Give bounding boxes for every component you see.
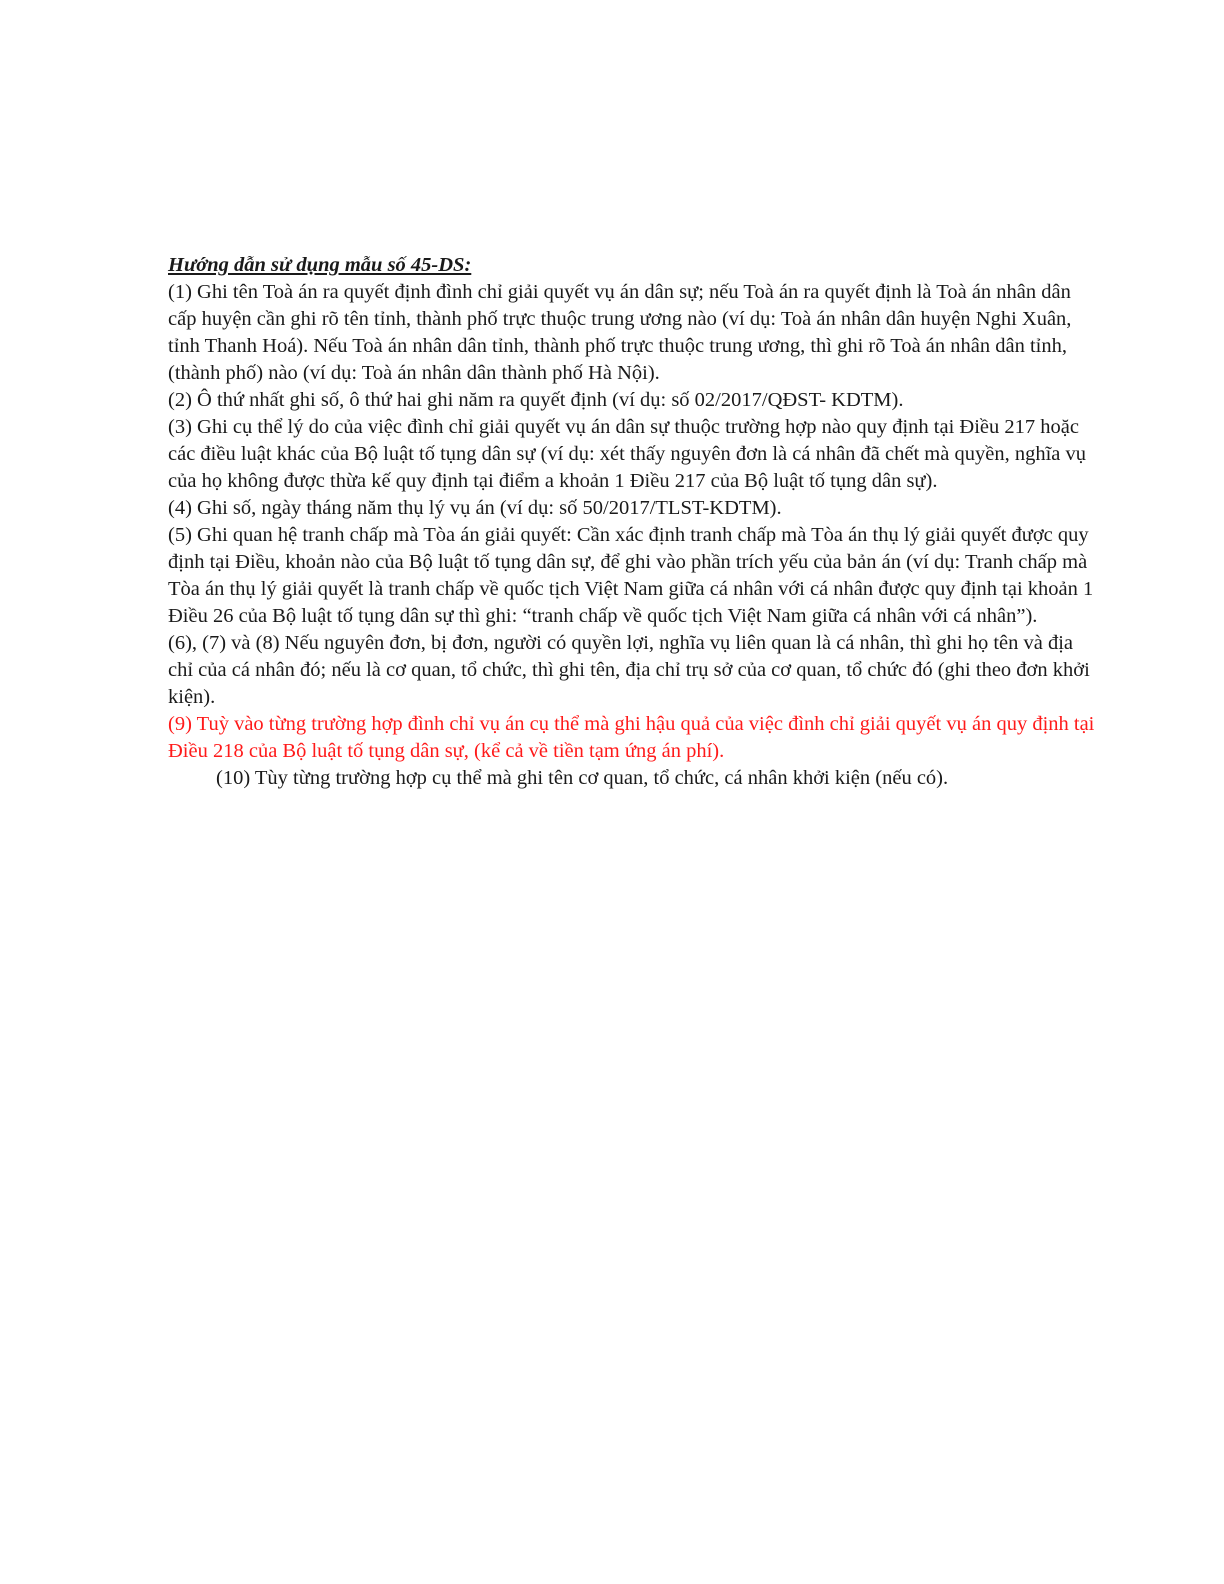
instruction-paragraph-1: (1) Ghi tên Toà án ra quyết định đình chỉ giải quyết vụ án dân sự; nếu Toà án ra quyết định là Toà án nhân dân cấp huyện cần ghi rõ tên tỉnh, thành phố trực thuộc trung ương nào (ví dụ: Toà án nhân dân huyện Nghi Xuân, tỉnh Thanh Hoá). Nếu Toà án nhân dân tỉnh, thành phố trực thuộc trung ương, thì ghi rõ Toà án nhân dân tỉnh, (thành phố) nào (ví dụ: Toà án nhân dân thành phố Hà Nội). <box>168 281 1072 384</box>
instruction-paragraph-2: (2) Ô thứ nhất ghi số, ô thứ hai ghi năm ra quyết định (ví dụ: số 02/2017/QĐST- KDTM). <box>168 389 904 411</box>
instructions-heading: Hướng dẫn sử dụng mẫu số 45-DS: <box>168 254 472 276</box>
instruction-paragraph-4: (4) Ghi số, ngày tháng năm thụ lý vụ án (ví dụ: số 50/2017/TLST-KDTM). <box>168 497 782 519</box>
instruction-paragraph-6-7-8: (6), (7) và (8) Nếu nguyên đơn, bị đơn, người có quyền lợi, nghĩa vụ liên quan là cá nhân, thì ghi họ tên và địa chỉ của cá nhân đó; nếu là cơ quan, tổ chức, thì ghi tên, địa chỉ trụ sở của cơ quan, tổ chức đó (ghi theo đơn khởi kiện). <box>168 632 1090 708</box>
instruction-paragraph-5: (5) Ghi quan hệ tranh chấp mà Tòa án giải quyết: Cần xác định tranh chấp mà Tòa án thụ lý giải quyết được quy định tại Điều, khoản nào của Bộ luật tố tụng dân sự, để ghi vào phần trích yếu của bản án (ví dụ: Tranh chấp mà Tòa án thụ lý giải quyết là tranh chấp về quốc tịch Việt Nam giữa cá nhân với cá nhân được quy định tại khoản 1 Điều 26 của Bộ luật tố tụng dân sự thì ghi: “tranh chấp về quốc tịch Việt Nam giữa cá nhân với cá nhân”). <box>168 524 1094 627</box>
instruction-paragraph-10: (10) Tùy từng trường hợp cụ thể mà ghi tên cơ quan, tổ chức, cá nhân khởi kiện (nếu có). <box>216 767 949 789</box>
instruction-paragraph-9: (9) Tuỳ vào từng trường hợp đình chỉ vụ án cụ thể mà ghi hậu quả của việc đình chỉ giải quyết vụ án quy định tại Điều 218 của Bộ luật tố tụng dân sự, (kể cả về tiền tạm ứng án phí). <box>168 713 1095 762</box>
document-content <box>168 252 1100 792</box>
instruction-paragraph-3: (3) Ghi cụ thể lý do của việc đình chỉ giải quyết vụ án dân sự thuộc trường hợp nào quy định tại Điều 217 hoặc các điều luật khác của Bộ luật tố tụng dân sự (ví dụ: xét thấy nguyên đơn là cá nhân đã chết mà quyền, nghĩa vụ của họ không được thừa kế quy định tại điểm a khoản 1 Điều 217 của Bộ luật tố tụng dân sự). <box>168 416 1086 492</box>
